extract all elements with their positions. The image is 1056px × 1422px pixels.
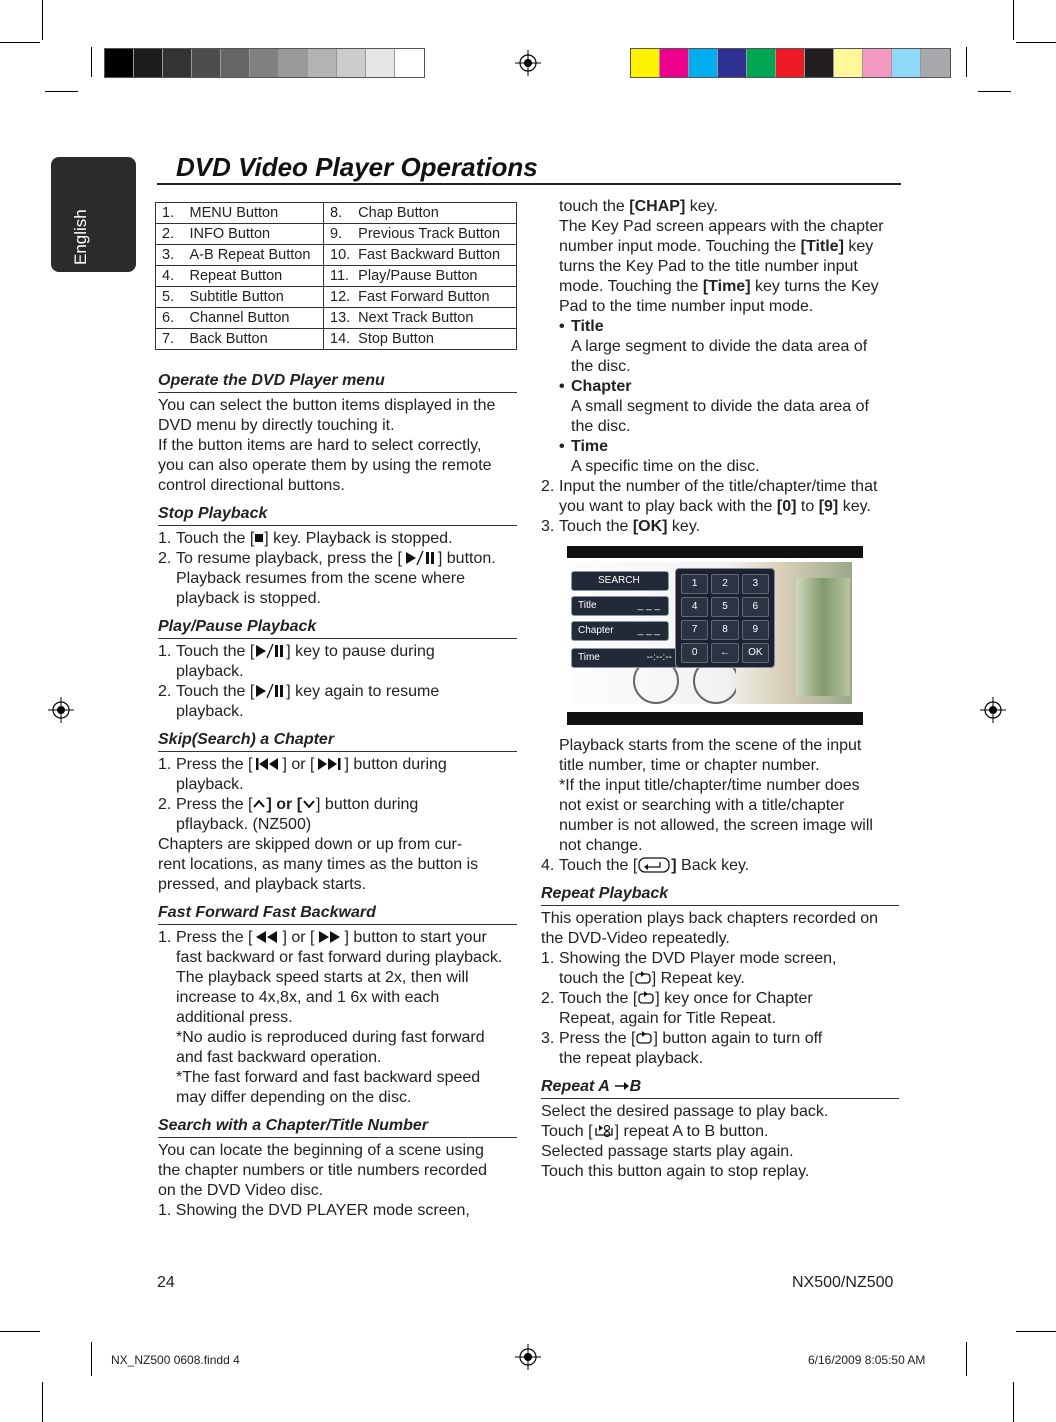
stop-icon <box>254 532 264 544</box>
time-field[interactable]: Time --:--:-- <box>571 648 681 668</box>
bullet-term: • Chapter <box>559 378 632 395</box>
table-row <box>156 224 517 245</box>
table-cell: Previous Track Button <box>354 224 516 245</box>
paragraph-line: rent locations, as many times as the button is <box>158 856 479 873</box>
crop-mark <box>1016 1331 1056 1332</box>
table-cell: INFO Button <box>186 224 324 245</box>
color-swatch <box>337 49 366 77</box>
list-item-text: playback is stopped. <box>176 590 321 607</box>
grayscale-swatch-bar <box>104 48 425 78</box>
crop-mark <box>978 91 1011 92</box>
list-item: 2. Input the number of the title/chapter/time that <box>541 478 878 495</box>
color-swatch <box>863 49 892 77</box>
menu-paragraph <box>158 396 517 496</box>
table-cell: 12. <box>324 287 355 308</box>
table-row <box>156 266 517 287</box>
paragraph-line: Chapters are skipped down or up from cur- <box>158 836 463 853</box>
color-swatch <box>395 49 424 77</box>
paragraph-line: The Key Pad screen appears with the chapter <box>559 218 884 235</box>
section-heading: Repeat Playback <box>541 884 899 906</box>
crop-mark <box>0 1331 40 1332</box>
keypad-key[interactable]: 3 <box>742 574 769 594</box>
paragraph-line: number input mode. Touching the [Title] key <box>559 238 874 255</box>
paragraph-line: and fast backward operation. <box>176 1049 382 1066</box>
paragraph-line: If the button items are hard to select correctly, <box>158 437 482 454</box>
paragraph-line: the chapter numbers or title numbers recorded <box>158 1162 488 1179</box>
paragraph-line: fast backward or fast forward during playback. <box>176 949 503 966</box>
left-column <box>158 371 517 1221</box>
ab-repeat-icon <box>593 1123 615 1139</box>
table-cell: Back Button <box>186 329 324 350</box>
paragraph-line: mode. Touching the [Time] key turns the Key <box>559 278 879 295</box>
table-cell: 7. <box>156 329 186 350</box>
paragraph-line: number is not allowed, the screen image will <box>559 817 873 834</box>
table-cell: MENU Button <box>186 203 324 224</box>
table-cell: 4. <box>156 266 186 287</box>
bullet-term: • Time <box>559 438 609 455</box>
section-heading: Stop Playback <box>158 504 517 526</box>
color-swatch <box>747 49 776 77</box>
list-item: 2. Press the [ ] or [ ] button during <box>158 796 419 813</box>
language-tab-label: English <box>71 209 90 265</box>
table-cell: 3. <box>156 245 186 266</box>
result-paragraph <box>541 736 899 856</box>
list-item-text: you want to play back with the [0] to [9] key. <box>559 498 871 515</box>
play-pause-icon <box>254 683 286 699</box>
table-cell: Subtitle Button <box>186 287 324 308</box>
bullet-description: A large segment to divide the data area of <box>571 338 868 355</box>
section-heading: Skip(Search) a Chapter <box>158 730 517 752</box>
paragraph-line: the DVD-Video repeatedly. <box>541 930 730 947</box>
paragraph-line: Pad to the time number input mode. <box>559 298 814 315</box>
language-tab <box>51 157 136 272</box>
model-name: NX500/NZ500 <box>792 1274 894 1291</box>
color-swatch <box>134 49 163 77</box>
repeat-paragraph <box>541 909 899 949</box>
table-cell: Repeat Button <box>186 266 324 287</box>
keypad-screen-image <box>566 546 863 725</box>
paragraph-line: This operation plays back chapters recorded on <box>541 910 879 927</box>
table-cell: Channel Button <box>186 308 324 329</box>
right-column-continued <box>541 736 899 1182</box>
section-heading: Fast Forward Fast Backward <box>158 903 517 925</box>
paragraph-line: not change. <box>559 837 643 854</box>
keypad-key[interactable]: OK <box>742 643 769 663</box>
color-swatch <box>105 49 134 77</box>
color-swatch <box>221 49 250 77</box>
table-cell: 6. <box>156 308 186 329</box>
crop-mark <box>966 47 967 77</box>
list-item: 1. Press the [ ] or [ ] button during <box>158 756 447 773</box>
table-row <box>156 203 517 224</box>
list-item: 2. To resume playback, press the [ ] button. <box>158 550 496 567</box>
list-item: 1. Press the [ ] or [ ] button to start your <box>158 929 487 946</box>
table-row <box>156 287 517 308</box>
paragraph-line: on the DVD Video disc. <box>158 1182 324 1199</box>
color-swatch <box>192 49 221 77</box>
crop-mark <box>1013 0 1014 40</box>
paragraph-line: The playback speed starts at 2x, then will <box>176 969 469 986</box>
table-cell: Next Track Button <box>354 308 516 329</box>
bullet-description: A specific time on the disc. <box>571 458 760 475</box>
table-cell: Fast Backward Button <box>354 245 516 266</box>
list-item: 3. Press the [ ] button again to turn off <box>541 1030 823 1047</box>
color-swatch <box>631 49 660 77</box>
table-cell: 14. <box>324 329 355 350</box>
chapter-field[interactable]: Chapter _ _ _ <box>571 621 669 641</box>
section-heading: Play/Pause Playback <box>158 617 517 639</box>
crop-mark <box>966 1342 967 1376</box>
chevron-down-icon <box>302 797 316 811</box>
fast-forward-icon <box>315 930 345 944</box>
next-track-icon <box>315 757 345 771</box>
paragraph-line: touch the [CHAP] key. <box>559 198 718 215</box>
table-cell: 2. <box>156 224 186 245</box>
table-row <box>156 308 517 329</box>
play-pause-icon <box>402 550 438 566</box>
page-number: 24 <box>157 1274 175 1291</box>
crop-mark <box>42 1382 43 1422</box>
color-swatch <box>689 49 718 77</box>
crop-mark <box>1013 1382 1014 1422</box>
paragraph-line: Touch this button again to stop replay. <box>541 1163 810 1180</box>
table-cell: Stop Button <box>354 329 516 350</box>
paragraph-line: Touch [ ] repeat A to B button. <box>541 1123 769 1140</box>
keypad-key[interactable]: 9 <box>742 620 769 640</box>
registration-mark-icon <box>515 50 541 76</box>
color-swatch <box>834 49 863 77</box>
table-cell: Play/Pause Button <box>354 266 516 287</box>
color-swatch <box>892 49 921 77</box>
repeat-icon <box>634 971 652 985</box>
list-item: 2. Touch the [ ] key once for Chapter <box>541 990 813 1007</box>
paragraph-line: *If the input title/chapter/time number does <box>559 777 860 794</box>
table-cell: Chap Button <box>354 203 516 224</box>
fast-backward-icon <box>252 930 282 944</box>
list-item-text: touch the [ ] Repeat key. <box>559 970 745 987</box>
table-cell: 10. <box>324 245 355 266</box>
list-item-text: Playback resumes from the scene where <box>176 570 466 587</box>
list-item: 4. Touch the [ ] Back key. <box>541 857 750 874</box>
registration-mark-icon <box>48 697 74 723</box>
bullet-term: • Title <box>559 318 604 335</box>
crop-mark <box>91 47 92 77</box>
paragraph-line: turns the Key Pad to the title number input <box>559 258 858 275</box>
search-paragraph <box>158 1141 517 1221</box>
keypad-key[interactable]: 8 <box>711 620 738 640</box>
repeat-icon <box>637 991 655 1005</box>
arrow-right-icon <box>614 1081 630 1091</box>
color-swatch <box>660 49 689 77</box>
table-row <box>156 329 517 350</box>
crop-mark <box>1016 42 1056 43</box>
list-item: 3. Touch the [OK] key. <box>541 518 701 535</box>
table-row <box>156 245 517 266</box>
title-rule <box>157 183 901 185</box>
button-list-table <box>155 202 517 350</box>
registration-mark-icon <box>515 1344 541 1370</box>
paragraph-line: increase to 4x,8x, and 1 6x with each <box>176 989 440 1006</box>
color-swatch <box>718 49 747 77</box>
search-tab[interactable]: SEARCH <box>571 571 669 591</box>
keypad-key[interactable]: 7 <box>681 620 708 640</box>
color-swatch <box>308 49 337 77</box>
paragraph-line: You can select the button items displayed in the <box>158 397 496 414</box>
bullet-description: A small segment to divide the data area of <box>571 398 869 415</box>
bullet-description: the disc. <box>571 358 631 375</box>
color-swatch <box>776 49 805 77</box>
list-item: 2. Touch the [ ] key again to resume <box>158 683 440 700</box>
table-cell: 11. <box>324 266 355 287</box>
paragraph-line: Select the desired passage to play back. <box>541 1103 829 1120</box>
print-slug-date: 6/16/2009 8:05:50 AM <box>808 1353 926 1367</box>
paragraph-line: title number, time or chapter number. <box>559 757 820 774</box>
paragraph-line: may differ depending on the disc. <box>176 1089 412 1106</box>
list-item-text: playback. <box>176 703 244 720</box>
play-pause-icon <box>254 643 286 659</box>
color-swatch <box>805 49 834 77</box>
crop-mark <box>91 1342 92 1376</box>
keypad-key[interactable]: 1 <box>681 574 708 594</box>
fast-paragraph <box>158 948 517 1108</box>
crop-mark <box>45 91 78 92</box>
section-heading: Search with a Chapter/Title Number <box>158 1116 517 1138</box>
paragraph-line: You can locate the beginning of a scene using <box>158 1142 484 1159</box>
skip-paragraph <box>158 835 517 895</box>
bullet-description: the disc. <box>571 418 631 435</box>
paragraph-line: additional press. <box>176 1009 293 1026</box>
keypad-key[interactable]: 0 <box>681 643 708 663</box>
page-title: DVD Video Player Operations <box>176 152 538 182</box>
color-swatch <box>163 49 192 77</box>
list-item-text: the repeat playback. <box>559 1050 704 1067</box>
repeat-icon <box>635 1031 653 1045</box>
chevron-up-icon <box>252 797 266 811</box>
paragraph-line: *No audio is reproduced during fast forward <box>176 1029 485 1046</box>
paragraph-line: control directional buttons. <box>158 477 345 494</box>
list-item-text: pflayback. (NZ500) <box>176 816 312 833</box>
paragraph-line: Selected passage starts play again. <box>541 1143 794 1160</box>
color-swatch <box>250 49 279 77</box>
keypad-key[interactable]: 6 <box>742 597 769 617</box>
print-slug-file: NX_NZ500 0608.findd 4 <box>111 1353 240 1367</box>
registration-mark-icon <box>980 697 1006 723</box>
table-cell: 9. <box>324 224 355 245</box>
definition-list <box>541 317 899 477</box>
section-heading: Repeat A B <box>541 1077 899 1099</box>
back-icon <box>637 857 671 873</box>
title-field[interactable]: Title _ _ _ <box>571 596 669 616</box>
color-swatch <box>921 49 950 77</box>
list-item-text: playback. <box>176 663 244 680</box>
table-cell: Fast Forward Button <box>354 287 516 308</box>
list-item: 1. Touch the [ ] key to pause during <box>158 643 435 660</box>
list-item: 1. Showing the DVD Player mode screen, <box>541 950 837 967</box>
paragraph-line: not exist or searching with a title/chapter <box>559 797 845 814</box>
table-cell: 8. <box>324 203 355 224</box>
paragraph-line: DVD menu by directly touching it. <box>158 417 395 434</box>
table-cell: A-B Repeat Button <box>186 245 324 266</box>
color-swatch <box>279 49 308 77</box>
keypad-key[interactable]: ← <box>711 643 738 663</box>
table-cell: 1. <box>156 203 186 224</box>
paragraph-line: pressed, and playback starts. <box>158 876 367 893</box>
previous-track-icon <box>252 757 282 771</box>
paragraph-line: *The fast forward and fast backward speed <box>176 1069 481 1086</box>
color-swatch <box>366 49 395 77</box>
paragraph-line: 1. Showing the DVD PLAYER mode screen, <box>158 1202 470 1219</box>
section-heading: Operate the DVD Player menu <box>158 371 517 393</box>
list-item: 1. Touch the [ ] key. Playback is stopped. <box>158 530 453 547</box>
color-swatch-bar <box>630 48 951 78</box>
table-cell: 5. <box>156 287 186 308</box>
paragraph-line: Playback starts from the scene of the input <box>559 737 862 754</box>
right-column <box>541 197 899 537</box>
list-item-text: Repeat, again for Title Repeat. <box>559 1010 777 1027</box>
keypad-key[interactable]: 5 <box>711 597 738 617</box>
crop-mark <box>42 0 43 40</box>
paragraph-line: you can also operate them by using the remote <box>158 457 492 474</box>
table-cell: 13. <box>324 308 355 329</box>
crop-mark <box>0 42 40 43</box>
number-keypad <box>675 568 775 668</box>
list-item-text: playback. <box>176 776 244 793</box>
keypad-key[interactable]: 4 <box>681 597 708 617</box>
keypad-key[interactable]: 2 <box>711 574 738 594</box>
